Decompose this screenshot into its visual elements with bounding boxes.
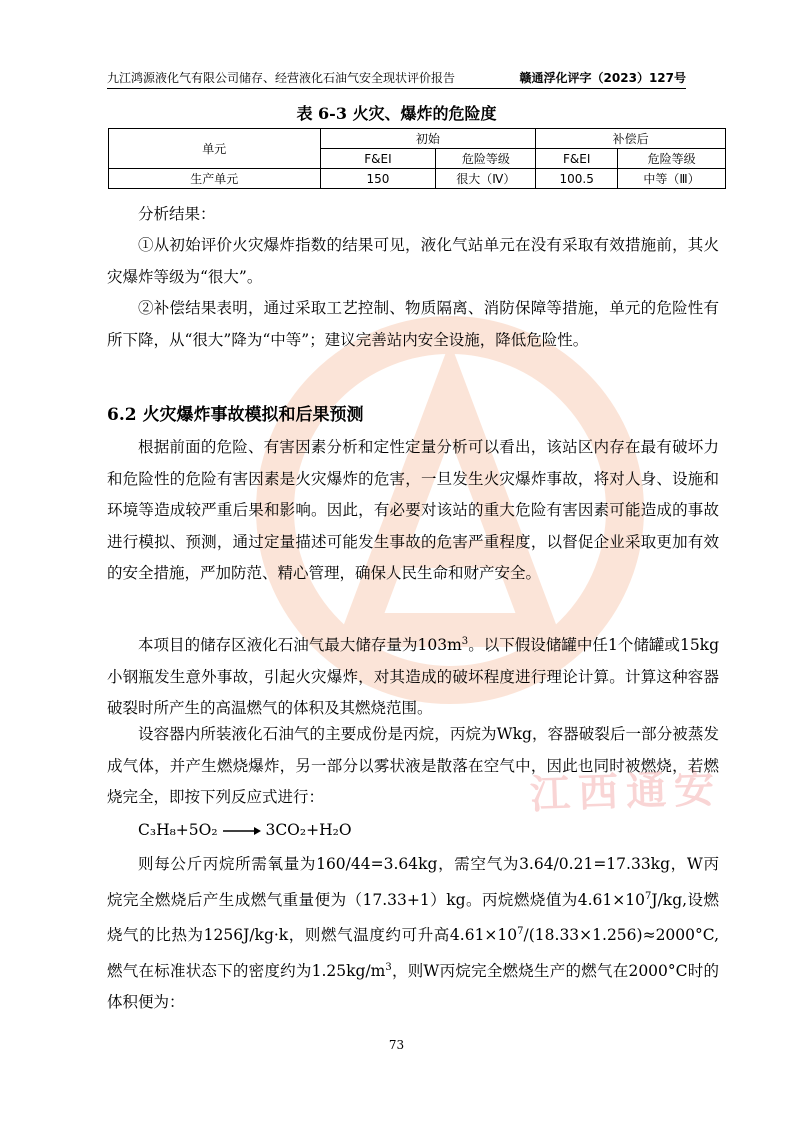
reaction-formula <box>138 821 352 839</box>
p4-text-b: J/kg,设燃烧气的比热为1256J/kg·k，则燃气温度约可升高4.61×10 <box>107 890 719 945</box>
p2-text-b: 。以下假设储罐中任1个储罐或15kg小钢瓶发生意外事故，引起火灾爆炸，对其造成的破坏程度进行理论计算。计算这种容器破裂时所产生的高温燃气的体积及其燃烧范围。 <box>107 636 719 718</box>
formula-reactants: C₃H₈+5O₂ <box>138 821 218 839</box>
p4-text-a: 则每公斤丙烷所需氧量为160/44=3.64kg，需空气为3.64/0.21=17.33kg，W丙烷完全燃烧后产生成燃气重量便为（17.33+1）kg。丙烷燃烧值为4.61×10 <box>107 855 719 909</box>
page-header <box>107 66 686 89</box>
section-paragraph-2 <box>107 626 719 725</box>
cell-level-initial: 很大（Ⅳ） <box>436 169 536 189</box>
header-report-number: 赣通浮化评字（2023）127号 <box>519 71 686 85</box>
header-report-title: 九江鸿源液化气有限公司储存、经营液化石油气安全现状评价报告 <box>107 71 456 85</box>
table-title: 表 6-3 火灾、爆炸的危险度 <box>296 104 497 123</box>
cell-unit: 生产单元 <box>109 169 321 189</box>
analysis-paragraph-1: ①从初始评价火灾爆炸指数的结果可见，液化气站单元在没有采取有效措施前，其火灾爆炸等级为“很大”。 <box>107 236 719 286</box>
formula-products: 3CO₂+H₂O <box>265 821 352 839</box>
page-number: 73 <box>388 1038 405 1052</box>
header-compensated: 补偿后 <box>536 129 726 149</box>
risk-table <box>108 128 726 189</box>
cell-fei-compensated: 100.5 <box>536 169 618 189</box>
subheader-level-compensated: 危险等级 <box>618 149 726 169</box>
cell-level-compensated: 中等（Ⅲ） <box>618 169 726 189</box>
cell-fei-initial: 150 <box>320 169 436 189</box>
section-paragraph-4 <box>107 849 719 1019</box>
p4-text-d: ，则W丙烷完全燃烧生产的燃气在2000°C时的体积便为： <box>107 961 719 1012</box>
subheader-fei-compensated: F&EI <box>536 149 618 169</box>
table-row <box>109 169 726 189</box>
section-paragraph-1: 根据前面的危险、有害因素分析和定性定量分析可以看出，该站区内存在最有破坏力和危险性的危险有害因素是火灾爆炸的危害，一旦发生火灾爆炸事故，将对人身、设施和环境等造成较严重后果和影响。因此，有必要对该站的重大危险有害因素可能造成的事故进行模拟、预测，通过定量描述可能发生事故的危害严重程度，以督促企业采取更加有效的安全措施，严加防范、精心管理，确保人民生命和财产安全。 <box>107 438 719 582</box>
arrow-right-icon <box>223 826 261 836</box>
p2-superscript: 3 <box>461 636 469 647</box>
p2-text-a: 本项目的储存区液化石油气最大储存量为103m <box>138 636 462 655</box>
p4-text-c: /(18.33×1.256)≈2000°C,燃气在标准状态下的密度约为1.25kg/m <box>107 926 719 980</box>
header-unit: 单元 <box>109 129 321 169</box>
watermark-stamp-text: 江西通安 <box>529 765 723 819</box>
subheader-level-initial: 危险等级 <box>436 149 536 169</box>
subheader-fei-initial: F&EI <box>320 149 436 169</box>
header-initial: 初始 <box>320 129 536 149</box>
analysis-paragraph-2: ②补偿结果表明，通过采取工艺控制、物质隔离、消防保障等措施，单元的危险性有所下降，从“很大”降为“中等”；建议完善站内安全设施，降低危险性。 <box>107 299 719 349</box>
p4-superscript-2: 7 <box>517 926 524 938</box>
section-paragraph-3: 设容器内所装液化石油气的主要成份是丙烷，丙烷为Wkg，容器破裂后一部分被蒸发成气体，并产生燃烧爆炸，另一部分以雾状液是散落在空气中，因此也同时被燃烧，若燃烧完全，即按下列反应式进行： <box>107 725 719 806</box>
p4-superscript-3: 3 <box>385 961 392 973</box>
analysis-heading: 分析结果： <box>138 205 216 223</box>
section-heading: 6.2 火灾爆炸事故模拟和后果预测 <box>107 405 364 425</box>
p4-superscript-1: 7 <box>645 890 652 902</box>
